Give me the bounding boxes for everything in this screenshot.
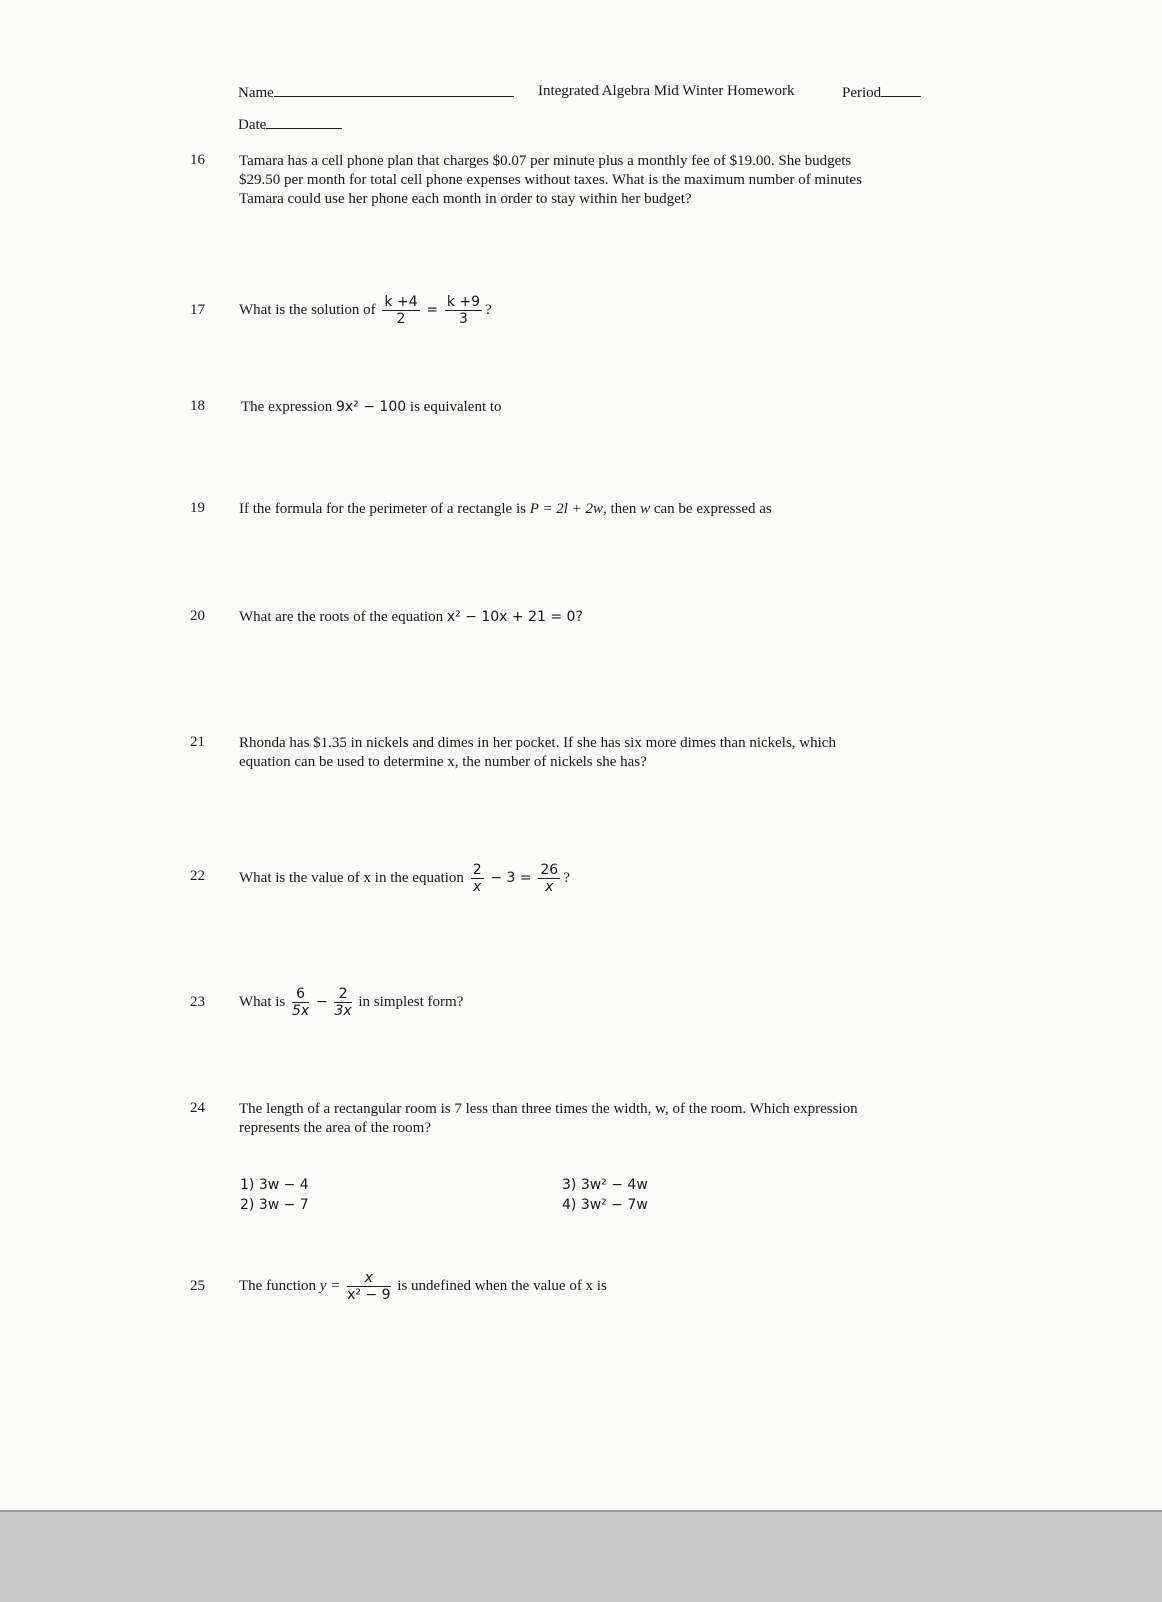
question-mark: ? — [563, 870, 570, 886]
equals-sign: = — [426, 302, 439, 318]
fraction — [538, 862, 560, 895]
question-number: 16 — [190, 152, 205, 168]
math-expression: y = — [319, 1278, 341, 1294]
denominator: 3x — [334, 1003, 352, 1020]
math-expression: − 3 = — [490, 870, 532, 886]
question-number: 21 — [190, 734, 205, 750]
numerator: 2 — [472, 862, 482, 879]
date-blank — [266, 114, 342, 129]
question-text: What is the value of x in the equation — [239, 870, 464, 886]
period-field — [842, 82, 921, 103]
question-text-end: is equivalent to — [409, 399, 502, 415]
question-number: 22 — [190, 868, 205, 884]
denominator: 5x — [292, 1003, 310, 1020]
denominator: x — [545, 879, 554, 896]
question-18 — [241, 398, 502, 417]
question-mark: ? — [485, 302, 492, 318]
question-23 — [239, 982, 463, 1022]
question-16-line-3: Tamara could use her phone each month in order to stay within her budget? — [239, 191, 692, 207]
answer-choice-2: 2) 3w − 7 — [240, 1197, 309, 1213]
numerator: 6 — [292, 986, 309, 1003]
question-21-line-2: equation can be used to determine x, the number of nickels she has? — [239, 754, 647, 770]
question-number: 23 — [190, 994, 205, 1010]
variable: w — [640, 501, 651, 517]
question-16-line-1: Tamara has a cell phone plan that charges $0.07 per minute plus a monthly fee of $19.00. She budgets — [239, 153, 852, 169]
question-24-line-1: The length of a rectangular room is 7 less than three times the width, w, of the room. Which expression — [239, 1101, 858, 1117]
numerator: k +9 — [446, 294, 481, 311]
question-text: What is the solution of — [239, 302, 376, 318]
numerator: x — [347, 1270, 390, 1287]
question-17 — [239, 290, 492, 330]
question-text: What are the roots of the equation — [239, 609, 444, 625]
question-24-line-2: represents the area of the room? — [239, 1120, 431, 1136]
question-16-line-2: $29.50 per month for total cell phone expenses without taxes. What is the maximum number of minutes — [239, 172, 862, 188]
question-20 — [239, 608, 583, 627]
date-label: Date — [238, 117, 267, 133]
question-number: 19 — [190, 500, 205, 516]
question-text-mid: , then — [603, 501, 637, 517]
question-number: 24 — [190, 1100, 205, 1116]
numerator: 2 — [334, 986, 351, 1003]
question-21-line-1: Rhonda has $1.35 in nickels and dimes in her pocket. If she has six more dimes than nickels, which — [239, 735, 836, 751]
question-text-end: can be expressed as — [653, 501, 772, 517]
scanner-background — [0, 1510, 1162, 1602]
name-label: Name — [238, 85, 274, 101]
question-number: 18 — [190, 398, 205, 414]
numerator: 26 — [540, 862, 559, 879]
question-number: 17 — [190, 302, 205, 318]
fraction — [347, 1270, 390, 1303]
question-text-end: in simplest form? — [358, 994, 464, 1010]
fraction — [471, 862, 484, 895]
denominator: x² − 9 — [347, 1287, 391, 1304]
question-25 — [239, 1266, 607, 1306]
question-19 — [239, 500, 772, 519]
question-text: The function — [239, 1278, 317, 1294]
question-number: 25 — [190, 1278, 205, 1294]
question-text: The expression — [241, 399, 333, 415]
question-text: If the formula for the perimeter of a rectangle is — [239, 501, 526, 517]
answer-choice-3: 3) 3w² − 4w — [562, 1177, 648, 1193]
question-text: What is — [239, 994, 286, 1010]
name-blank — [274, 82, 514, 97]
question-text-end: is undefined when the value of x is — [397, 1278, 607, 1294]
fraction — [382, 294, 419, 327]
denominator: 3 — [458, 311, 468, 328]
math-expression: P = 2l + 2w — [529, 501, 604, 517]
date-field — [238, 114, 342, 135]
question-22 — [239, 858, 570, 898]
math-expression: 9x² − 100 — [335, 399, 407, 415]
answer-choice-4: 4) 3w² − 7w — [562, 1197, 648, 1213]
period-label: Period — [842, 85, 882, 101]
name-field — [238, 82, 514, 103]
fraction — [334, 986, 351, 1019]
minus-sign: − — [315, 994, 328, 1010]
answer-choice-1: 1) 3w − 4 — [240, 1177, 309, 1193]
denominator: x — [473, 879, 482, 896]
math-expression: x² − 10x + 21 = 0? — [446, 609, 583, 625]
denominator: 2 — [396, 311, 406, 328]
question-number: 20 — [190, 608, 205, 624]
fraction — [445, 294, 482, 327]
fraction — [292, 986, 309, 1019]
worksheet-title: Integrated Algebra Mid Winter Homework — [538, 83, 795, 99]
numerator: k +4 — [384, 294, 418, 311]
period-blank — [881, 82, 921, 97]
